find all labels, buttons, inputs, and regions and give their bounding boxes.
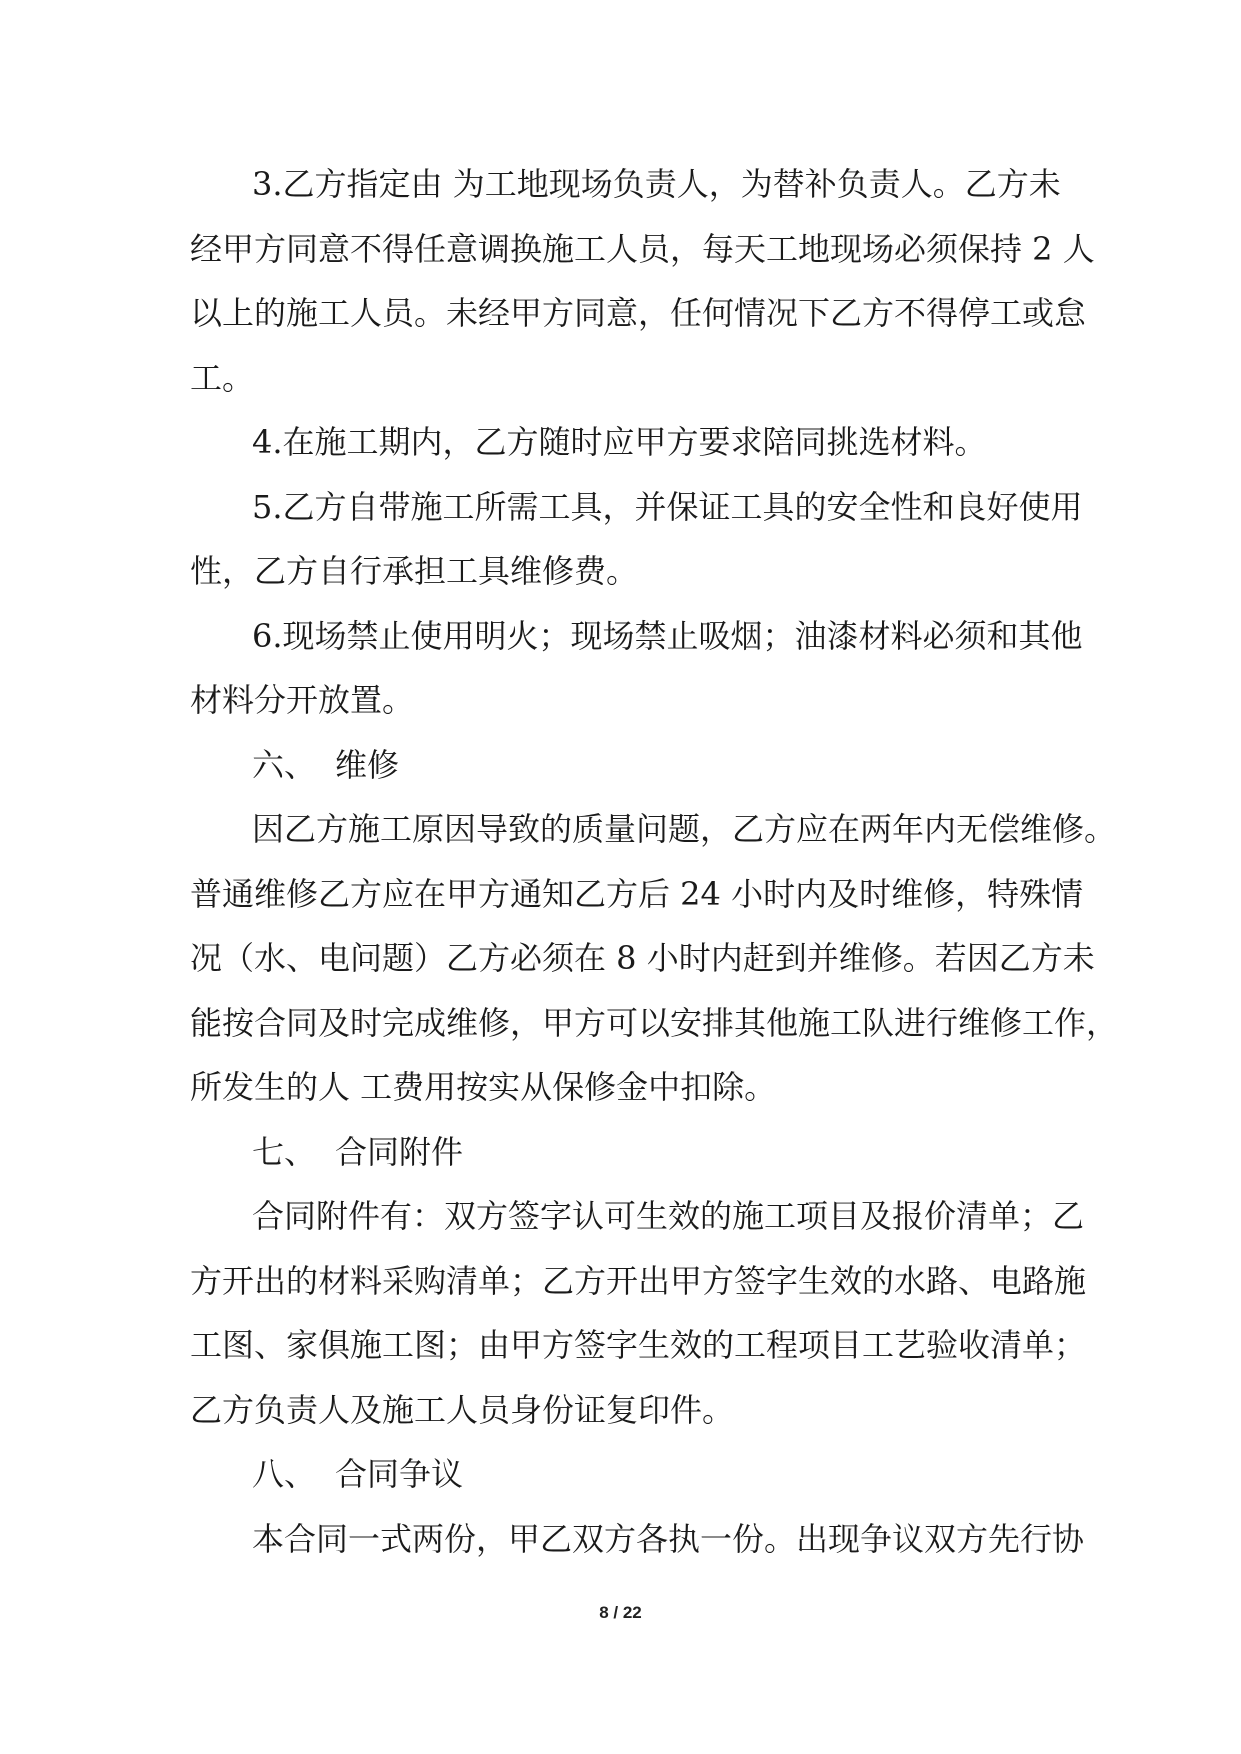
- text-line: 5.乙方自带施工所需工具，并保证工具的安全性和良好使用: [252, 487, 1083, 526]
- text-line: 普通维修乙方应在甲方通知乙方后 24 小时内及时维修，特殊情: [190, 874, 1084, 913]
- text-line: 况（水、电问题）乙方必须在 8 小时内赶到并维修。若因乙方未: [190, 939, 1095, 977]
- section-number: 七、: [252, 1132, 317, 1171]
- text-line: 乙方负责人及施工人员身份证复印件。: [190, 1390, 735, 1429]
- paragraph-attachments: [190, 1184, 1087, 1442]
- section-heading-maintenance: [190, 733, 1050, 798]
- text-line: 以上的施工人员。未经甲方同意，任何情况下乙方不得停工或怠: [190, 294, 1087, 332]
- section-title: 合同争议: [335, 1455, 464, 1493]
- paragraph-clause-5: [190, 475, 1083, 604]
- text-line: 3.乙方指定由 为工地现场负责人，为替补负责人。乙方未: [252, 165, 1061, 203]
- text-line: 性，乙方自行承担工具维修费。: [190, 552, 639, 590]
- page-number: 8 / 22: [599, 1603, 642, 1622]
- text-line: 能按合同及时完成维修，甲方可以安排其他施工队进行维修工作，: [190, 1003, 1119, 1042]
- text-line: 6.现场禁止使用明火；现场禁止吸烟；油漆材料必须和其他: [252, 616, 1083, 655]
- text-line: 所发生的人 工费用按实从保修金中扣除。: [190, 1068, 777, 1106]
- text-line: 材料分开放置。: [190, 681, 415, 719]
- text-line: 工图、家俱施工图；由甲方签字生效的工程项目工艺验收清单；: [190, 1326, 1087, 1364]
- text-line: 4.在施工期内，乙方随时应甲方要求陪同挑选材料。: [252, 423, 987, 461]
- section-number: 六、: [252, 745, 317, 784]
- section-number: 八、: [252, 1455, 317, 1493]
- text-line: 因乙方施工原因导致的质量问题，乙方应在两年内无偿维修。: [252, 810, 1117, 848]
- paragraph-clause-6: [190, 604, 1083, 733]
- text-line: 本合同一式两份，甲乙双方各执一份。出现争议双方先行协: [252, 1519, 1085, 1558]
- paragraph-maintenance: [190, 797, 1119, 1120]
- section-title: 合同附件: [335, 1132, 464, 1171]
- section-title: 维修: [335, 745, 400, 784]
- paragraph-clause-3: [190, 152, 1095, 410]
- section-heading-attachments: [190, 1120, 1050, 1185]
- text-line: 方开出的材料采购清单；乙方开出甲方签字生效的水路、电路施: [190, 1261, 1087, 1300]
- text-line: 经甲方同意不得任意调换施工人员，每天工地现场必须保持 2 人: [190, 229, 1095, 268]
- paragraph-clause-4: [190, 410, 1050, 475]
- text-line: 工。: [190, 358, 255, 397]
- text-line: 合同附件有：双方签字认可生效的施工项目及报价清单；乙: [252, 1197, 1085, 1235]
- paragraph-disputes: [190, 1507, 1085, 1572]
- section-heading-disputes: [190, 1442, 1050, 1507]
- document-body: [190, 152, 1119, 1571]
